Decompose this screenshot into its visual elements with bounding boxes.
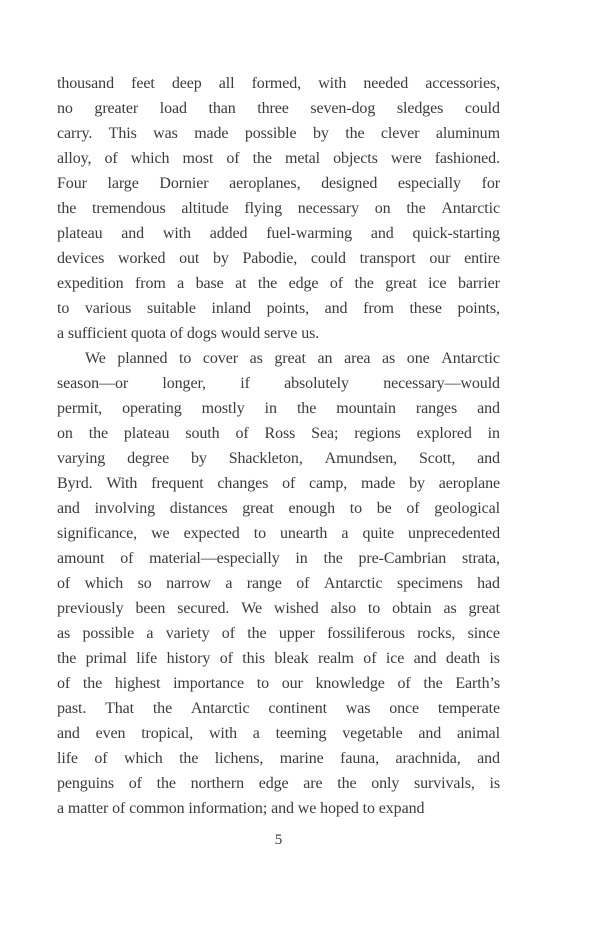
word: longer, [162,375,206,392]
word: wished [273,600,319,617]
word: we [151,525,170,542]
word: worked [117,250,166,267]
text-line [57,621,500,646]
word: teeming [275,725,327,742]
word: most [182,150,214,167]
word: of [57,575,71,592]
word: of [57,675,71,692]
text-line [57,596,500,621]
word: if [240,375,250,392]
word: the [257,275,278,292]
word: three [257,100,289,117]
text-line [57,646,500,671]
word: points, [457,300,500,317]
word: frequent [151,475,204,492]
text-line: a sufficient quota of dogs would serve us. [57,325,320,342]
word: on [57,425,73,442]
word: the [179,750,199,767]
word: death [445,650,480,667]
word: planned [117,350,168,367]
word: ranges [415,400,458,417]
word: vegetable [342,725,403,742]
word: so [137,575,152,592]
word: are [303,775,323,792]
word: penguins [57,775,114,792]
word: of [94,750,108,767]
word: expected [183,525,240,542]
word: variety [165,625,210,642]
word: Antarctic [323,575,383,592]
text-block [57,71,500,821]
word: as [57,625,71,642]
word: and [477,450,500,467]
word: Antarctic [441,350,500,367]
word: degree [127,450,170,467]
word: camp, [309,475,348,492]
word: altitude [181,200,229,217]
text-line [57,496,500,521]
word: geological [434,500,500,517]
word: to [179,350,192,367]
word: to [367,600,381,617]
word: in [487,425,500,442]
word: metal [284,150,321,167]
word: animal [456,725,500,742]
word: clever [380,125,420,142]
text-line [57,346,500,371]
word: with [162,225,191,242]
text-line: a matter of common information; and we hoped to expand [57,800,425,817]
word: our [429,250,451,267]
word: plateau [57,225,103,242]
word: load [159,100,187,117]
word: suitable [146,300,196,317]
word: importance [173,675,245,692]
word: once [389,700,419,717]
text-line [57,96,500,121]
word: past. [57,700,87,717]
word: great [468,600,500,617]
word: to [256,675,270,692]
paragraph [57,71,500,346]
word: as [443,600,457,617]
word: We [241,600,262,617]
word: Ross [264,425,296,442]
word: as [249,350,263,367]
word: by [212,250,229,267]
word: and [477,400,500,417]
word: necessary [297,200,360,217]
word: all [218,75,235,92]
word: and [57,500,80,517]
word: and [324,300,348,317]
word: and [370,225,394,242]
word: the [57,200,77,217]
word: the [354,275,374,292]
word: by [409,475,425,492]
word: fashioned. [434,150,500,167]
word: by [191,450,207,467]
word: a [252,725,260,742]
word: designed [321,175,378,192]
word: our [281,675,303,692]
word: aeroplane [438,475,500,492]
word: by [312,125,329,142]
text-line [57,246,500,271]
word: narrow [166,575,211,592]
word: the [82,675,103,692]
word: fauna, [340,750,380,767]
word: inland [211,300,251,317]
word: seven-dog [310,100,376,117]
word: and [413,650,437,667]
word: these [409,300,442,317]
word: in [295,550,308,567]
text-line [57,696,500,721]
word: which [84,575,124,592]
word: specimens [396,575,463,592]
word: Amundsen, [324,450,398,467]
word: the [252,150,272,167]
word: Dornier [159,175,209,192]
word: of [120,550,134,567]
word: the [57,650,77,667]
text-line [57,121,500,146]
word: northern [190,775,244,792]
word: Shackleton, [228,450,303,467]
word: changes [217,475,269,492]
word: the [247,625,267,642]
word: material—especially [149,550,280,567]
word: large [107,175,139,192]
word: sledges [396,100,444,117]
word: area [344,350,371,367]
word: the [323,550,343,567]
text-line [57,571,500,596]
word: amount [57,550,105,567]
text-line [57,271,500,296]
word: necessary—would [383,375,500,392]
word: quick-starting [412,225,500,242]
word: fuel-warming [266,225,353,242]
word: needed [363,75,409,92]
word: in [264,400,277,417]
word: mountain [336,400,396,417]
word: of [221,625,235,642]
text-line [57,296,500,321]
word: could [310,250,346,267]
word: of [235,425,249,442]
word: been [135,600,166,617]
word: edge [288,275,319,292]
word: of [406,500,420,517]
word: involving [94,500,155,517]
word: This [108,125,137,142]
word: tremendous [92,200,166,217]
word: upper [278,625,315,642]
word: an [317,350,333,367]
word: great [385,275,417,292]
word: and [418,725,442,742]
text-line [57,671,500,696]
text-line [57,171,500,196]
word: devices [57,250,105,267]
word: permit, [57,400,103,417]
word: at [235,275,247,292]
word: to [349,500,362,517]
word: the [296,400,317,417]
word: strata, [461,550,500,567]
word: highest [114,675,161,692]
word: since [467,625,500,642]
word: of [296,575,310,592]
word: Antarctic [441,200,500,217]
word: especially [397,175,461,192]
text-line [57,146,500,171]
word: Scott, [418,450,456,467]
word: fossiliferous [327,625,405,642]
word: survivals, [414,775,475,792]
word: is [489,650,500,667]
word: a [341,525,349,542]
text-line [57,546,500,571]
word: the [423,675,443,692]
word: alloy, [57,150,92,167]
word: of [329,275,344,292]
word: Pabodie, [242,250,298,267]
word: objects [333,150,378,167]
text-line [57,421,500,446]
word: secured. [177,600,230,617]
word: of [104,150,118,167]
word: feet [131,75,155,92]
text-line [57,196,500,221]
word: on [374,200,391,217]
word: unearth [280,525,328,542]
word: temperate [437,700,500,717]
word: made [194,125,229,142]
word: this [242,650,265,667]
word: With [106,475,138,492]
text-line [57,746,500,771]
word: previously [57,600,124,617]
word: be [376,500,392,517]
word: tropical, [141,725,194,742]
word: of [219,650,233,667]
word: life [57,750,78,767]
word: of [128,775,142,792]
word: lichens, [214,750,264,767]
text-line [57,71,500,96]
word: knowledge [315,675,385,692]
word: barrier [457,275,500,292]
word: no [57,100,73,117]
word: made [361,475,396,492]
word: of [397,675,411,692]
word: primal [85,650,127,667]
word: as [382,350,396,367]
word: accessories, [425,75,500,92]
word: possible [82,625,135,642]
word: with [318,75,347,92]
word: out [179,250,200,267]
word: a [225,575,233,592]
word: mostly [201,400,245,417]
word: enough [288,500,335,517]
word: operating [122,400,182,417]
text-line [57,721,500,746]
word: from [363,300,394,317]
word: south [185,425,220,442]
word: great [274,350,306,367]
word: cover [202,350,238,367]
word: rocks, [417,625,456,642]
word: distances [169,500,228,517]
word: one [406,350,430,367]
word: points, [266,300,310,317]
word: a [177,275,185,292]
text-line [57,471,500,496]
word: unprecedented [408,525,500,542]
word: had [477,575,500,592]
word: and [57,725,80,742]
word: marine [279,750,324,767]
word: also [330,600,356,617]
word: and [121,225,145,242]
word: expedition [57,275,124,292]
word: and [477,750,500,767]
word: was [153,125,178,142]
word: explored [416,425,472,442]
word: to [253,525,266,542]
word: ice [428,275,447,292]
word: the [156,775,176,792]
word: great [242,500,274,517]
word: greater [94,100,139,117]
word: the [345,125,365,142]
text-line [57,446,500,471]
word: base [195,275,224,292]
word: even [95,725,126,742]
word: were [390,150,422,167]
paragraph [57,346,500,821]
word: is [489,775,500,792]
word: Earth’s [455,675,500,692]
word: We [85,350,106,367]
word: flying [244,200,282,217]
word: plateau [123,425,170,442]
word: added [209,225,248,242]
word: season—or [57,375,129,392]
word: of [226,150,240,167]
text-line [57,771,500,796]
word: various [84,300,132,317]
word: aeroplanes, [229,175,301,192]
word: possible [244,125,297,142]
word: pre-Cambrian [358,550,447,567]
word: which [124,750,163,767]
word: a [146,625,154,642]
text-line [57,396,500,421]
word: deep [171,75,202,92]
word: varying [57,450,106,467]
word: of [282,475,296,492]
word: entire [464,250,500,267]
word: could [464,100,500,117]
word: only [371,775,400,792]
word: Byrd. [57,475,93,492]
word: bleak [274,650,309,667]
word: of [363,650,377,667]
word: edge [258,775,289,792]
word: transport [359,250,416,267]
word: arachnida, [395,750,461,767]
word: than [208,100,236,117]
page-number: 5 [274,832,283,848]
word: was [345,700,371,717]
word: for [481,175,500,192]
word: Sea; [311,425,339,442]
word: life [136,650,158,667]
word: ice [385,650,405,667]
word: carry. [57,125,93,142]
text-line [57,221,500,246]
word: obtain [392,600,432,617]
word: history [166,650,211,667]
word: regions [354,425,401,442]
word: quite [362,525,394,542]
word: aluminum [435,125,500,142]
word: realm [317,650,354,667]
word: range [246,575,282,592]
word: significance, [57,525,137,542]
word: from [135,275,166,292]
word: continent [268,700,327,717]
word: thousand [57,75,114,92]
word: the [337,775,357,792]
word: which [130,150,170,167]
word: the [406,200,426,217]
text-line [57,371,500,396]
word: Antarctic [190,700,250,717]
word: formed, [251,75,302,92]
text-line [57,521,500,546]
word: the [152,700,173,717]
word: That [105,700,135,717]
word: to [57,300,70,317]
word: absolutely [284,375,349,392]
word: with [208,725,237,742]
word: Four [57,175,87,192]
word: the [88,425,108,442]
